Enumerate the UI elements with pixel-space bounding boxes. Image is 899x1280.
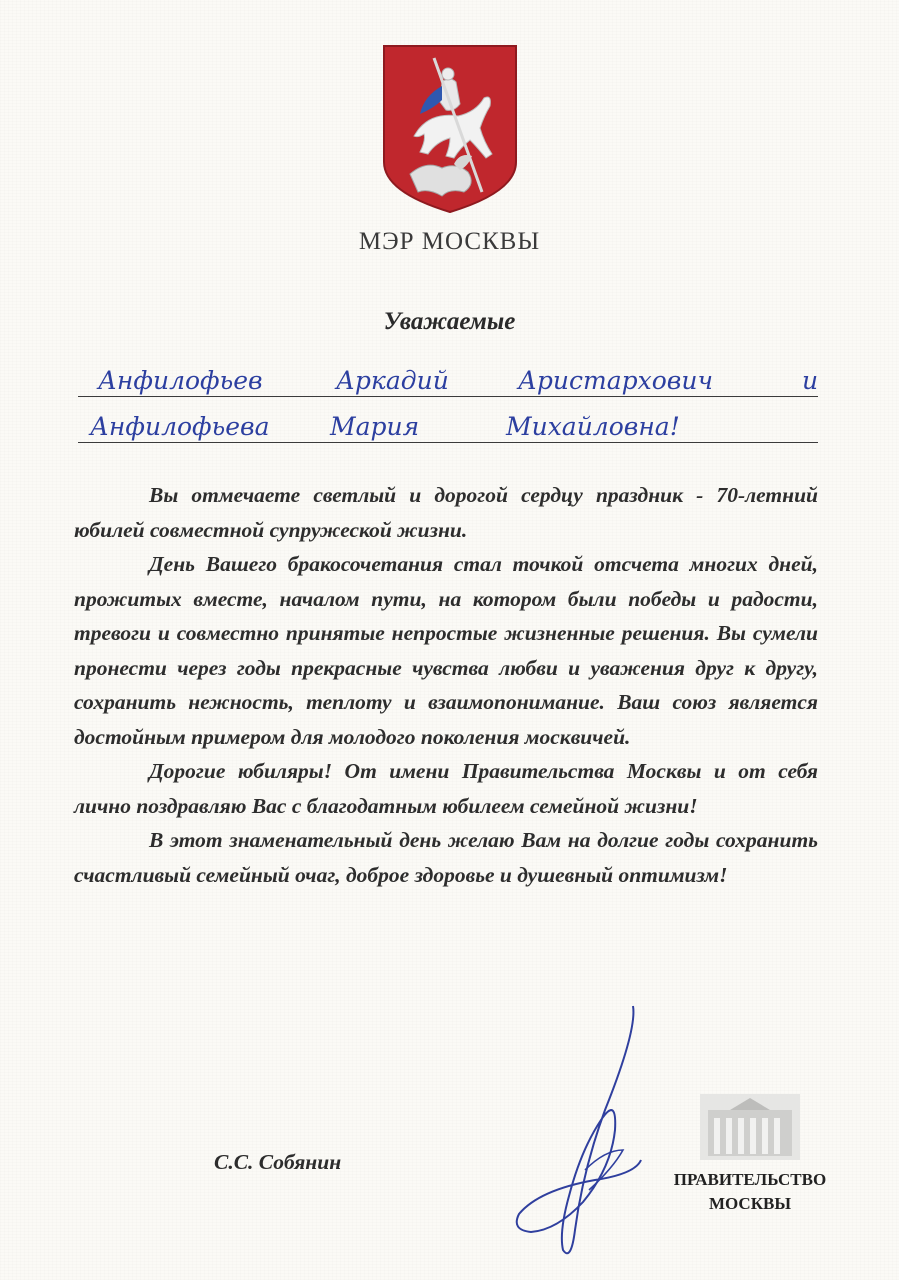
handwritten-signature-icon	[505, 1000, 655, 1270]
recipient-line-2	[78, 398, 818, 443]
recipient-surname-1: Анфилофьев	[98, 366, 263, 395]
body-paragraph: В этот знаменательный день желаю Вам на долгие годы сохранить счастливый семейный очаг, доброе здоровье и душевный оптимизм!	[74, 828, 818, 887]
moscow-coat-of-arms-icon	[380, 42, 520, 216]
government-line-2: МОСКВЫ	[708, 1194, 792, 1213]
mayor-title: МЭР МОСКВЫ	[358, 228, 541, 255]
government-emblem-text	[660, 1168, 840, 1216]
recipient-given-name-1: Аркадий	[336, 366, 449, 395]
government-line-1: ПРАВИТЕЛЬСТВО	[673, 1170, 827, 1189]
body-paragraph: Дорогие юбиляры! От имени Правительства Москвы и от себя лично поздравляю Вас с благодатным юбилеем семейной жизни!	[74, 759, 818, 818]
body-paragraph: День Вашего бракосочетания стал точкой отсчета многих дней, прожитых вместе, началом пути, на котором были победы и радости, тревоги и совместно принятые непростые жизненные решения. Вы сумели пронести через годы прекрасные чувства любви и уважения друг к другу, сохранить нежность, теплоту и взаимопонимание. Ваш союз является достойным примером для молодого поколения москвичей.	[74, 552, 818, 749]
recipient-line-1	[78, 352, 818, 397]
body-paragraph: Вы отмечаете светлый и дорогой сердцу праздник - 70-летний юбилей совместной супружеской жизни.	[74, 483, 818, 542]
letter-body	[74, 478, 818, 892]
signer-name: С.С. Собянин	[214, 1150, 342, 1174]
salutation-heading: Уважаемые	[383, 308, 516, 335]
recipient-given-name-2: Мария	[330, 412, 420, 441]
recipient-patronymic-2: Михайловна!	[506, 412, 680, 441]
recipient-conjunction: и	[802, 366, 819, 395]
recipient-surname-2: Анфилофьева	[90, 412, 270, 441]
government-building-icon	[700, 1094, 800, 1160]
recipient-patronymic-1: Аристархович	[518, 366, 714, 395]
